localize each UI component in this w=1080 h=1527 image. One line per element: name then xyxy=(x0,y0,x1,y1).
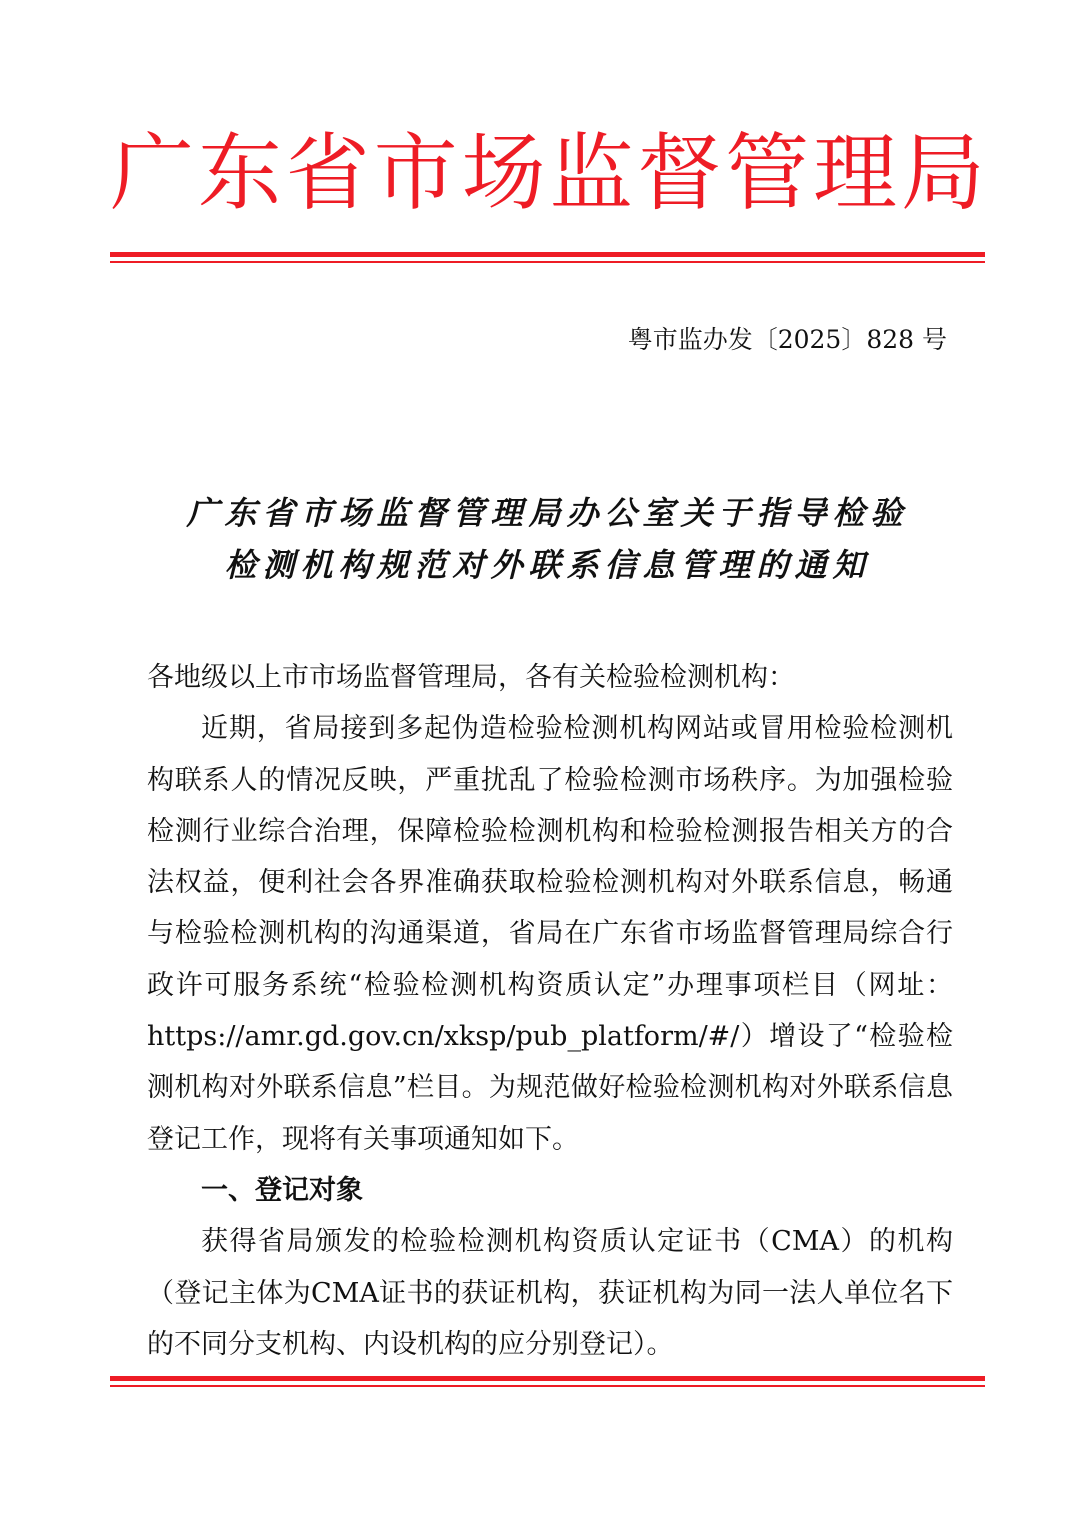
masthead-char: 场 xyxy=(461,124,546,222)
masthead-char: 管 xyxy=(725,124,810,222)
masthead-char: 督 xyxy=(637,124,722,222)
paragraph-registration-targets: 获得省局颁发的检验检测机构资质认定证书（CMA）的机构（登记主体为CMA证书的获证机构，获证机构为同一法人单位名下的不同分支机构、内设机构的应分别登记）。 xyxy=(147,1226,953,1360)
platform-url[interactable]: https://amr.gd.gov.cn/xksp/pub_platform/#/ xyxy=(147,1021,740,1053)
document-body xyxy=(147,652,953,1370)
footer-red-rule xyxy=(110,1376,985,1387)
masthead-char: 监 xyxy=(549,124,634,222)
masthead-char: 广 xyxy=(110,124,195,222)
section-heading-registration-targets: 一、登记对象 xyxy=(201,1174,363,1206)
masthead-title xyxy=(110,118,985,228)
salutation: 各地级以上市市场监督管理局，各有关检验检测机构： xyxy=(147,662,795,693)
paragraph-text: ）增设了“检验检测机构对外联系信息”栏目。为规范做好检验检测机构对外联系信息登记工作，现将有关事项通知如下。 xyxy=(147,1021,953,1155)
paragraph-text: 近期，省局接到多起伪造检验检测机构网站或冒用检验检测机构联系人的情况反映，严重扰乱了检验检测市场秩序。为加强检验检测行业综合治理，保障检验检测机构和检验检测报告相关方的合法权益，便利社会各界准确获取检验检测机构对外联系信息，畅通与检验检测机构的沟通渠道，省局在广东省市场监督管理局综合行政许可服务系统“检验检测机构资质认定”办理事项栏目（网址： xyxy=(147,713,953,1001)
document-title xyxy=(110,487,985,591)
masthead-char: 理 xyxy=(813,124,898,222)
masthead-char: 省 xyxy=(285,124,370,222)
masthead-char: 市 xyxy=(373,124,458,222)
document-title-line-2: 检测机构规范对外联系信息管理的通知 xyxy=(224,546,871,584)
document-number: 粤市监办发〔2025〕828 号 xyxy=(627,325,947,354)
masthead-char: 东 xyxy=(197,124,282,222)
masthead-red-rule xyxy=(110,252,985,263)
document-title-line-1: 广东省市场监督管理局办公室关于指导检验 xyxy=(186,494,909,532)
paragraph-background xyxy=(147,703,953,1165)
masthead-char: 局 xyxy=(900,124,985,222)
